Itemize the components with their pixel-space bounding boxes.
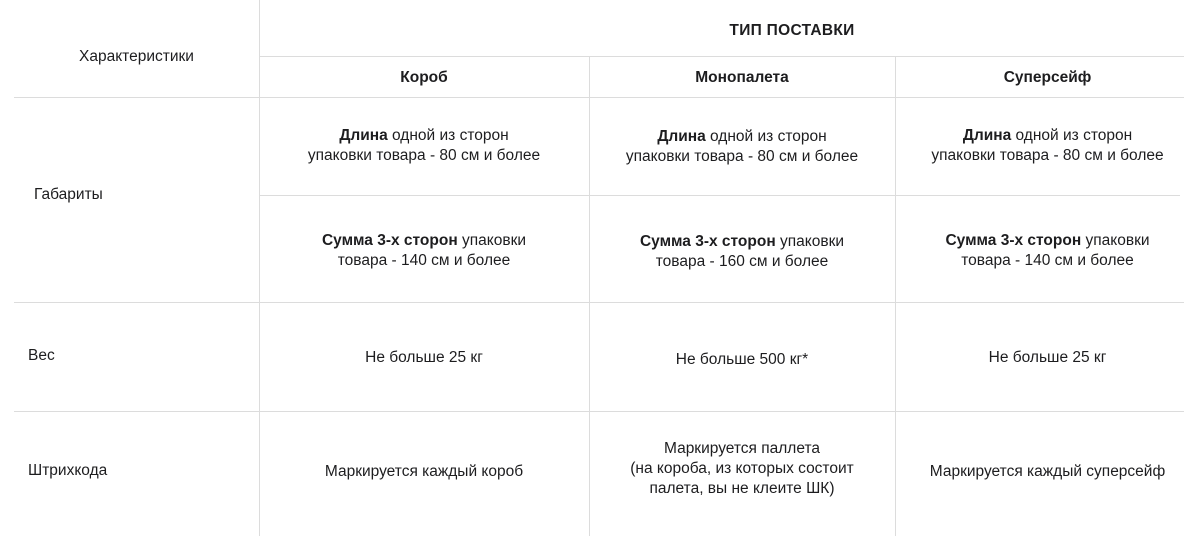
title-divider — [259, 56, 1184, 57]
monopallet-sum-cell: Сумма 3-х сторон упаковки товара - 160 см и более — [639, 233, 845, 270]
supersafe-barcode-cell: Маркируется каждый суперсейф — [929, 463, 1166, 480]
supersafe-weight-cell: Не больше 25 кг — [988, 349, 1107, 366]
supersafe-length-cell: Длина одной из сторон упаковки товара - 80 см и более — [931, 127, 1164, 164]
row-label-weight: Вес — [28, 347, 55, 364]
row-label-barcode: Штрихкода — [28, 462, 108, 479]
monopallet-weight-cell: Не больше 500 кг* — [675, 351, 809, 368]
dimensions-inner-divider — [259, 195, 1180, 196]
weight-divider — [14, 411, 1184, 412]
column-header-supersafe: Суперсейф — [1003, 69, 1092, 86]
monopallet-barcode-cell: Маркируется паллета (на короба, из которых состоит палета, вы не клеите ШК) — [630, 440, 854, 497]
box-weight-cell: Не больше 25 кг — [365, 349, 483, 366]
box-length-cell: Длина одной из сторон упаковки товара - 80 см и более — [307, 127, 541, 164]
column-header-monopallet: Монопалета — [695, 69, 789, 86]
row-label-dimensions: Габариты — [34, 186, 103, 203]
table-title: ТИП ПОСТАВКИ — [729, 22, 855, 39]
column-header-box: Короб — [400, 69, 448, 86]
box-sum-cell: Сумма 3-х сторон упаковки товара - 140 см и более — [321, 232, 527, 269]
supersafe-sum-cell: Сумма 3-х сторон упаковки товара - 140 см и более — [945, 232, 1150, 269]
monopallet-length-cell: Длина одной из сторон упаковки товара - 80 см и более — [625, 128, 859, 165]
characteristics-header: Характеристики — [79, 48, 194, 65]
box-barcode-cell: Маркируется каждый короб — [324, 463, 524, 480]
header-divider — [14, 97, 1184, 98]
dimensions-divider — [14, 302, 1184, 303]
